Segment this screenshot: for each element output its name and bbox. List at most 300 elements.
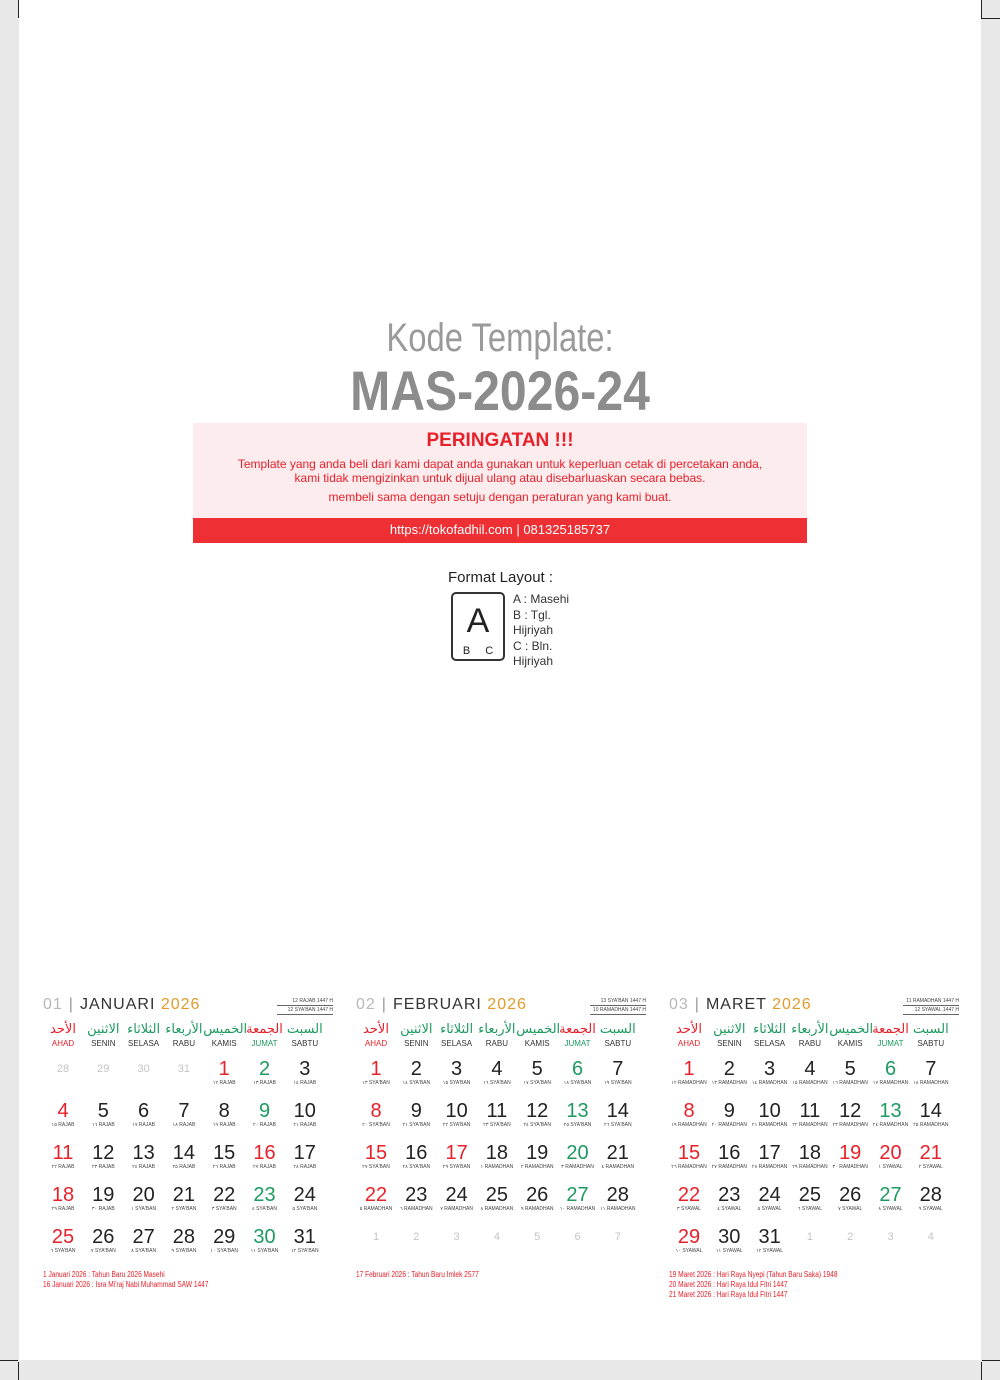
day-number: 30: [137, 1063, 150, 1075]
weekday-senin: [82, 1022, 124, 1048]
gregorian-date: 31: [758, 1226, 781, 1248]
weekday-name: RABU: [798, 1039, 821, 1048]
gregorian-date: 17: [293, 1142, 316, 1164]
gregorian-date: 22: [213, 1184, 236, 1206]
day-cell[interactable]: [557, 1100, 599, 1129]
gregorian-date: 10: [445, 1100, 468, 1122]
gregorian-date: 24: [758, 1184, 781, 1206]
day-cell[interactable]: [557, 1058, 599, 1087]
hijri-date: ٧ RAMADHAN: [440, 1206, 473, 1212]
gregorian-date: 13: [132, 1142, 155, 1164]
day-cell[interactable]: [668, 1058, 710, 1087]
gregorian-date: 27: [566, 1184, 589, 1206]
hijri-date: ٩ RAMADHAN: [520, 1206, 554, 1212]
hijri-date: ٤ SYA'BAN: [252, 1206, 277, 1212]
gregorian-date: 13: [879, 1100, 902, 1122]
warning-text: Template yang anda beli dari kami dapat anda gunakan untuk keperluan cetak di percetakan anda, kami tidak mengizinkan untuk dijual ulang atau disebarluaskan secara bebas.: [237, 457, 763, 485]
holiday-note: 19 Maret 2026 : Hari Raya Nyepi (Tahun Baru Saka) 1948: [669, 1270, 838, 1279]
weekday-arabic: الخميس: [516, 1022, 561, 1037]
day-cell[interactable]: [829, 1100, 871, 1129]
weekday-selasa: [123, 1022, 165, 1048]
day-number: 2: [413, 1231, 420, 1243]
format-layout-title: Format Layout :: [448, 569, 554, 586]
hijri-month-label: 11 RAMADHAN 1447 H: [903, 997, 959, 1006]
gregorian-date: 4: [491, 1058, 503, 1080]
gregorian-date: 4: [57, 1100, 69, 1122]
month-header: [356, 996, 527, 1014]
day-cell[interactable]: [82, 1226, 124, 1255]
hijri-date: ١١ SYA'BAN: [250, 1248, 279, 1254]
gregorian-date: 13: [566, 1100, 589, 1122]
day-number: 2: [847, 1231, 854, 1243]
day-cell[interactable]: [476, 1058, 518, 1087]
hijri-date: ١٧ SYA'BAN: [523, 1080, 551, 1086]
hijri-date: ٥ SYA'BAN: [292, 1206, 318, 1212]
weekday-kamis: [829, 1022, 874, 1048]
hijri-date: ١٣ RAMADHAN: [711, 1080, 747, 1086]
gregorian-date: 7: [612, 1058, 624, 1080]
gregorian-date: 24: [293, 1184, 316, 1206]
prev-month-day: [123, 1058, 165, 1080]
crop-mark: [0, 1360, 18, 1361]
gregorian-date: 15: [213, 1142, 236, 1164]
hijri-date: ٢٦ RAMADHAN: [671, 1164, 707, 1170]
day-number: 3: [887, 1231, 894, 1243]
weekday-jumat: [557, 1022, 599, 1048]
weekday-senin: [395, 1022, 437, 1048]
holiday-note: 17 Februari 2026 : Tahun Baru Imlek 2577: [356, 1270, 479, 1279]
day-cell[interactable]: [203, 1058, 245, 1087]
day-cell[interactable]: [355, 1058, 397, 1087]
holiday-note: 21 Maret 2026 : Hari Raya Idul Fitri 1447: [669, 1290, 788, 1299]
day-cell[interactable]: [789, 1100, 831, 1129]
gregorian-date: 10: [293, 1100, 316, 1122]
hijri-date: ٦ SYAWAL: [797, 1206, 822, 1212]
next-month-day: [870, 1226, 912, 1248]
hijri-date: ١٠ RAMADHAN: [559, 1206, 596, 1212]
weekday-name: SABTU: [291, 1039, 319, 1048]
day-cell[interactable]: [749, 1100, 791, 1129]
hijri-date: ٩ SYA'BAN: [171, 1248, 197, 1254]
day-cell[interactable]: [516, 1184, 558, 1213]
gregorian-date: 20: [879, 1142, 902, 1164]
day-cell[interactable]: [476, 1100, 518, 1129]
day-cell[interactable]: [123, 1184, 165, 1213]
weekday-arabic: الجمعة: [559, 1022, 596, 1037]
weekday-name: KAMIS: [211, 1039, 237, 1048]
day-cell[interactable]: [708, 1100, 750, 1129]
warning-text-agreement: membeli sama dengan setuju dengan peraturan yang kami buat.: [328, 490, 672, 504]
format-legend: [513, 592, 583, 670]
day-cell[interactable]: [516, 1100, 558, 1129]
day-cell[interactable]: [244, 1142, 286, 1171]
gregorian-date: 6: [884, 1058, 897, 1080]
month-separator: |: [381, 996, 387, 1013]
prev-month-day: [82, 1058, 124, 1080]
weekday-arabic: الأربعاء: [791, 1022, 829, 1037]
format-layout-diagram: [451, 592, 505, 661]
hijri-date: ٢١ RAJAB: [293, 1122, 317, 1128]
day-cell[interactable]: [244, 1184, 286, 1213]
weekday-name: AHAD: [364, 1039, 388, 1048]
gregorian-date: 9: [410, 1100, 422, 1122]
day-cell[interactable]: [203, 1184, 245, 1213]
hijri-month-range: [590, 997, 646, 1015]
day-number: 6: [574, 1231, 581, 1243]
day-cell[interactable]: [203, 1100, 245, 1129]
day-cell[interactable]: [910, 1184, 952, 1213]
hijri-date: ٢٢ RAMADHAN: [792, 1122, 828, 1128]
holiday-note: 1 Januari 2026 : Tahun Baru 2026 Masehi: [43, 1270, 165, 1279]
day-cell[interactable]: [42, 1142, 84, 1171]
day-cell[interactable]: [203, 1142, 245, 1171]
hijri-date: ٢٣ SYA'BAN: [483, 1122, 511, 1128]
day-cell[interactable]: [789, 1184, 831, 1213]
day-cell[interactable]: [163, 1100, 205, 1129]
gregorian-date: 1: [370, 1058, 382, 1080]
format-box-bc: B C: [462, 645, 500, 657]
gregorian-date: 31: [293, 1226, 316, 1248]
weekday-arabic: الخميس: [203, 1022, 248, 1037]
weekday-selasa: [749, 1022, 791, 1048]
hijri-date: ٢٩ RAMADHAN: [792, 1164, 828, 1170]
gregorian-date: 1: [683, 1058, 695, 1080]
day-cell[interactable]: [123, 1226, 165, 1255]
day-cell[interactable]: [436, 1058, 478, 1087]
hijri-date: ١٨ RAJAB: [172, 1122, 196, 1128]
day-cell[interactable]: [708, 1142, 750, 1171]
crop-mark: [18, 0, 19, 18]
day-number: 31: [177, 1063, 191, 1075]
gregorian-date: 26: [526, 1184, 549, 1206]
next-month-day: [355, 1226, 397, 1248]
gregorian-date: 23: [253, 1184, 276, 1206]
hijri-date: ٥ RAMADHAN: [359, 1206, 393, 1212]
gregorian-date: 3: [451, 1058, 463, 1080]
hijri-date: ١٣ SYA'BAN: [362, 1080, 390, 1086]
gregorian-date: 23: [405, 1184, 428, 1206]
day-cell[interactable]: [123, 1142, 165, 1171]
day-cell[interactable]: [789, 1058, 831, 1087]
day-cell[interactable]: [284, 1226, 326, 1255]
month-maret: [669, 996, 959, 1316]
gregorian-date: 28: [919, 1184, 942, 1206]
weekday-jumat: [870, 1022, 912, 1048]
day-cell[interactable]: [82, 1184, 124, 1213]
contact-bar[interactable]: https://tokofadhil.com | 081325185737: [193, 518, 807, 543]
day-cell[interactable]: [355, 1142, 397, 1171]
gregorian-date: 2: [723, 1058, 735, 1080]
weekday-rabu: [163, 1022, 205, 1048]
weekday-name: RABU: [485, 1039, 508, 1048]
hijri-date: ٢ RAMADHAN: [520, 1164, 554, 1170]
hijri-date: ٢٩ RAJAB: [51, 1206, 75, 1212]
weekday-arabic: الأحد: [676, 1022, 702, 1037]
day-cell[interactable]: [597, 1184, 639, 1213]
holiday-notes: [669, 1270, 940, 1300]
day-cell[interactable]: [436, 1100, 478, 1129]
holiday-notes: [356, 1270, 627, 1280]
weekday-name: SELASA: [128, 1039, 160, 1048]
hijri-date: ١٩ SYA'BAN: [603, 1080, 632, 1086]
weekday-ahad: [668, 1022, 710, 1048]
day-cell[interactable]: [668, 1142, 710, 1171]
weekday-arabic: الخميس: [829, 1022, 874, 1037]
hijri-date: ٢٨ RAMADHAN: [751, 1164, 788, 1170]
gregorian-date: 26: [839, 1184, 862, 1206]
gregorian-date: 20: [132, 1184, 155, 1206]
gregorian-date: 18: [51, 1184, 75, 1206]
gregorian-date: 7: [925, 1058, 937, 1080]
holiday-note: 16 Januari 2026 : Isra Mi'raj Nabi Muhammad SAW 1447: [43, 1280, 209, 1289]
weekday-name: SENIN: [404, 1039, 429, 1048]
day-cell[interactable]: [284, 1100, 326, 1129]
day-cell[interactable]: [749, 1142, 791, 1171]
day-cell[interactable]: [516, 1058, 558, 1087]
holiday-note: 20 Maret 2026 : Hari Raya Idul Fitri 1447: [669, 1280, 788, 1289]
month-separator: |: [694, 996, 700, 1013]
hijri-date: ١٦ SYA'BAN: [483, 1080, 511, 1086]
day-cell[interactable]: [284, 1058, 326, 1087]
month-separator: |: [68, 996, 74, 1013]
day-cell[interactable]: [789, 1142, 831, 1171]
hijri-date: ٢ SYAWAL: [918, 1164, 943, 1170]
hijri-date: ٣ RAMADHAN: [561, 1164, 594, 1170]
day-cell[interactable]: [557, 1142, 599, 1171]
month-name: MARET: [705, 996, 773, 1013]
month-year: 2026: [772, 996, 812, 1013]
hijri-date: ٢٣ RAJAB: [91, 1164, 115, 1170]
weekday-arabic: السبت: [912, 1022, 949, 1037]
day-cell[interactable]: [829, 1142, 871, 1171]
hijri-date: ١١ RAMADHAN: [600, 1206, 636, 1212]
weekday-arabic: الاثنين: [87, 1022, 120, 1037]
day-cell[interactable]: [749, 1058, 791, 1087]
day-cell[interactable]: [42, 1226, 84, 1255]
day-cell[interactable]: [355, 1184, 397, 1213]
hijri-date: ٢٧ RAJAB: [253, 1164, 276, 1170]
day-number: 5: [534, 1231, 541, 1243]
day-cell[interactable]: [476, 1184, 518, 1213]
hijri-date: ١٣ RAJAB: [253, 1080, 276, 1086]
hijri-month-label: 12 SYA'BAN 1447 H: [277, 1006, 333, 1015]
day-cell[interactable]: [516, 1142, 558, 1171]
day-cell[interactable]: [355, 1100, 397, 1129]
day-cell[interactable]: [708, 1058, 750, 1087]
day-cell[interactable]: [163, 1226, 205, 1255]
day-cell[interactable]: [42, 1184, 84, 1213]
weekday-name: SABTU: [917, 1039, 945, 1048]
day-cell[interactable]: [749, 1226, 791, 1255]
day-cell[interactable]: [436, 1184, 478, 1213]
day-cell[interactable]: [203, 1226, 245, 1255]
hijri-date: ٣ SYA'BAN: [211, 1206, 237, 1212]
gregorian-date: 21: [606, 1142, 629, 1164]
weekday-arabic: الأحد: [50, 1022, 76, 1037]
day-cell[interactable]: [476, 1142, 518, 1171]
hijri-month-label: 12 SYAWAL 1447 H: [903, 1006, 959, 1015]
weekday-name: AHAD: [51, 1039, 75, 1048]
day-cell[interactable]: [668, 1184, 710, 1213]
weekday-sabtu: [597, 1022, 639, 1048]
day-cell[interactable]: [436, 1142, 478, 1171]
gregorian-date: 3: [764, 1058, 776, 1080]
weekday-name: JUMAT: [877, 1039, 904, 1048]
weekday-ahad: [355, 1022, 397, 1048]
day-cell[interactable]: [708, 1226, 750, 1255]
day-cell[interactable]: [395, 1058, 437, 1087]
gregorian-date: 29: [213, 1226, 236, 1248]
hijri-date: ١ SYAWAL: [878, 1164, 903, 1170]
day-cell[interactable]: [82, 1142, 124, 1171]
gregorian-date: 17: [758, 1142, 781, 1164]
day-number: 1: [372, 1231, 380, 1243]
gregorian-date: 14: [172, 1142, 196, 1164]
hijri-date: ١٢ RAJAB: [212, 1080, 236, 1086]
gregorian-date: 6: [138, 1100, 150, 1122]
weekday-name: JUMAT: [251, 1039, 278, 1048]
day-cell[interactable]: [870, 1184, 912, 1213]
weekday-name: RABU: [172, 1039, 195, 1048]
hijri-date: ٥ SYAWAL: [757, 1206, 782, 1212]
gregorian-date: 15: [677, 1142, 701, 1164]
hijri-date: ١٧ RAMADHAN: [872, 1080, 909, 1086]
day-cell[interactable]: [244, 1058, 286, 1087]
day-cell[interactable]: [244, 1226, 286, 1255]
hijri-date: ٢١ SYA'BAN: [402, 1122, 431, 1128]
day-cell[interactable]: [244, 1100, 286, 1129]
next-month-day: [789, 1226, 831, 1248]
gregorian-date: 11: [799, 1100, 821, 1122]
day-cell[interactable]: [597, 1142, 639, 1171]
day-cell[interactable]: [557, 1184, 599, 1213]
month-name: JANUARI: [79, 996, 161, 1013]
gregorian-date: 5: [531, 1058, 543, 1080]
day-cell[interactable]: [749, 1184, 791, 1213]
gregorian-date: 8: [370, 1100, 382, 1122]
day-cell[interactable]: [870, 1058, 912, 1087]
gregorian-date: 23: [718, 1184, 741, 1206]
hijri-date: ٨ RAMADHAN: [480, 1206, 514, 1212]
hijri-date: ٢٢ SYA'BAN: [442, 1122, 471, 1128]
gregorian-date: 25: [485, 1184, 509, 1206]
next-month-day: [476, 1226, 518, 1248]
gregorian-date: 19: [526, 1142, 549, 1164]
day-cell[interactable]: [910, 1058, 952, 1087]
day-cell[interactable]: [284, 1142, 326, 1171]
weekday-senin: [708, 1022, 750, 1048]
weekday-arabic: الثلاثاء: [753, 1022, 787, 1037]
hijri-date: ١٢ SYA'BAN: [290, 1248, 319, 1254]
crop-mark: [981, 1362, 982, 1380]
day-cell[interactable]: [870, 1142, 912, 1171]
day-cell[interactable]: [395, 1142, 437, 1171]
gregorian-date: 30: [718, 1226, 741, 1248]
hijri-date: ١ SYA'BAN: [131, 1206, 157, 1212]
day-cell[interactable]: [829, 1184, 871, 1213]
weekday-arabic: السبت: [599, 1022, 636, 1037]
gregorian-date: 14: [919, 1100, 942, 1122]
hijri-date: ٦ SYA'BAN: [50, 1248, 76, 1254]
month-januari: [43, 996, 333, 1316]
gregorian-date: 28: [172, 1226, 196, 1248]
weekday-arabic: الاثنين: [713, 1022, 746, 1037]
hijri-date: ١٦ RAJAB: [91, 1122, 115, 1128]
day-cell[interactable]: [395, 1184, 437, 1213]
hijri-date: ٢٨ SYA'BAN: [402, 1164, 431, 1170]
gregorian-date: 19: [839, 1142, 862, 1164]
weekday-arabic: الثلاثاء: [127, 1022, 161, 1037]
day-cell[interactable]: [284, 1184, 326, 1213]
gregorian-date: 5: [844, 1058, 856, 1080]
gregorian-date: 5: [97, 1100, 109, 1122]
weekday-arabic: الاثنين: [400, 1022, 433, 1037]
hijri-date: ٢١ RAMADHAN: [751, 1122, 788, 1128]
day-cell[interactable]: [829, 1058, 871, 1087]
hijri-date: ٢٥ SYA'BAN: [563, 1122, 592, 1128]
day-cell[interactable]: [42, 1100, 84, 1129]
gregorian-date: 14: [606, 1100, 629, 1122]
day-cell[interactable]: [668, 1226, 710, 1255]
gregorian-date: 3: [299, 1058, 311, 1080]
hijri-date: ٧ SYA'BAN: [90, 1248, 116, 1254]
next-month-day: [829, 1226, 871, 1248]
month-year: 2026: [160, 996, 201, 1013]
day-cell[interactable]: [910, 1142, 952, 1171]
gregorian-date: 8: [683, 1100, 695, 1122]
gregorian-date: 9: [258, 1100, 271, 1122]
weekday-arabic: الثلاثاء: [440, 1022, 474, 1037]
warning-title: PERINGATAN !!!: [426, 430, 574, 451]
gregorian-date: 26: [92, 1226, 115, 1248]
day-cell[interactable]: [597, 1058, 639, 1087]
month-februari: [356, 996, 646, 1316]
hijri-month-label: 13 SYA'BAN 1447 H: [590, 997, 646, 1006]
day-cell[interactable]: [82, 1100, 124, 1129]
day-cell[interactable]: [123, 1100, 165, 1129]
hijri-date: ٧ SYAWAL: [838, 1206, 863, 1212]
hijri-date: ١٥ RAMADHAN: [792, 1080, 828, 1086]
weekday-rabu: [476, 1022, 518, 1048]
format-box-a: A: [466, 602, 490, 640]
weekday-name: SENIN: [91, 1039, 116, 1048]
day-cell[interactable]: [708, 1184, 750, 1213]
hijri-date: ٢٩ SYA'BAN: [442, 1164, 471, 1170]
hijri-date: ١٧ RAJAB: [132, 1122, 156, 1128]
day-cell[interactable]: [597, 1100, 639, 1129]
gregorian-date: 12: [526, 1100, 549, 1122]
day-cell[interactable]: [870, 1100, 912, 1129]
day-cell[interactable]: [163, 1184, 205, 1213]
weekday-arabic: الجمعة: [872, 1022, 909, 1037]
gregorian-date: 29: [677, 1226, 701, 1248]
hijri-date: ٢٦ RAJAB: [212, 1164, 236, 1170]
day-cell[interactable]: [163, 1142, 205, 1171]
hijri-date: ٢٥ RAMADHAN: [913, 1122, 949, 1128]
gregorian-date: 7: [178, 1100, 190, 1122]
hijri-date: ٨ SYAWAL: [878, 1206, 903, 1212]
weekday-sabtu: [284, 1022, 326, 1048]
weekday-sabtu: [910, 1022, 952, 1048]
day-cell[interactable]: [910, 1100, 952, 1129]
day-cell[interactable]: [668, 1100, 710, 1129]
day-cell[interactable]: [395, 1100, 437, 1129]
hijri-date: ١٩ RAMADHAN: [671, 1122, 707, 1128]
crop-mark: [981, 18, 1000, 19]
hijri-date: ٤ SYAWAL: [717, 1206, 742, 1212]
hijri-date: ٢٨ RAJAB: [293, 1164, 317, 1170]
weekday-name: KAMIS: [524, 1039, 550, 1048]
